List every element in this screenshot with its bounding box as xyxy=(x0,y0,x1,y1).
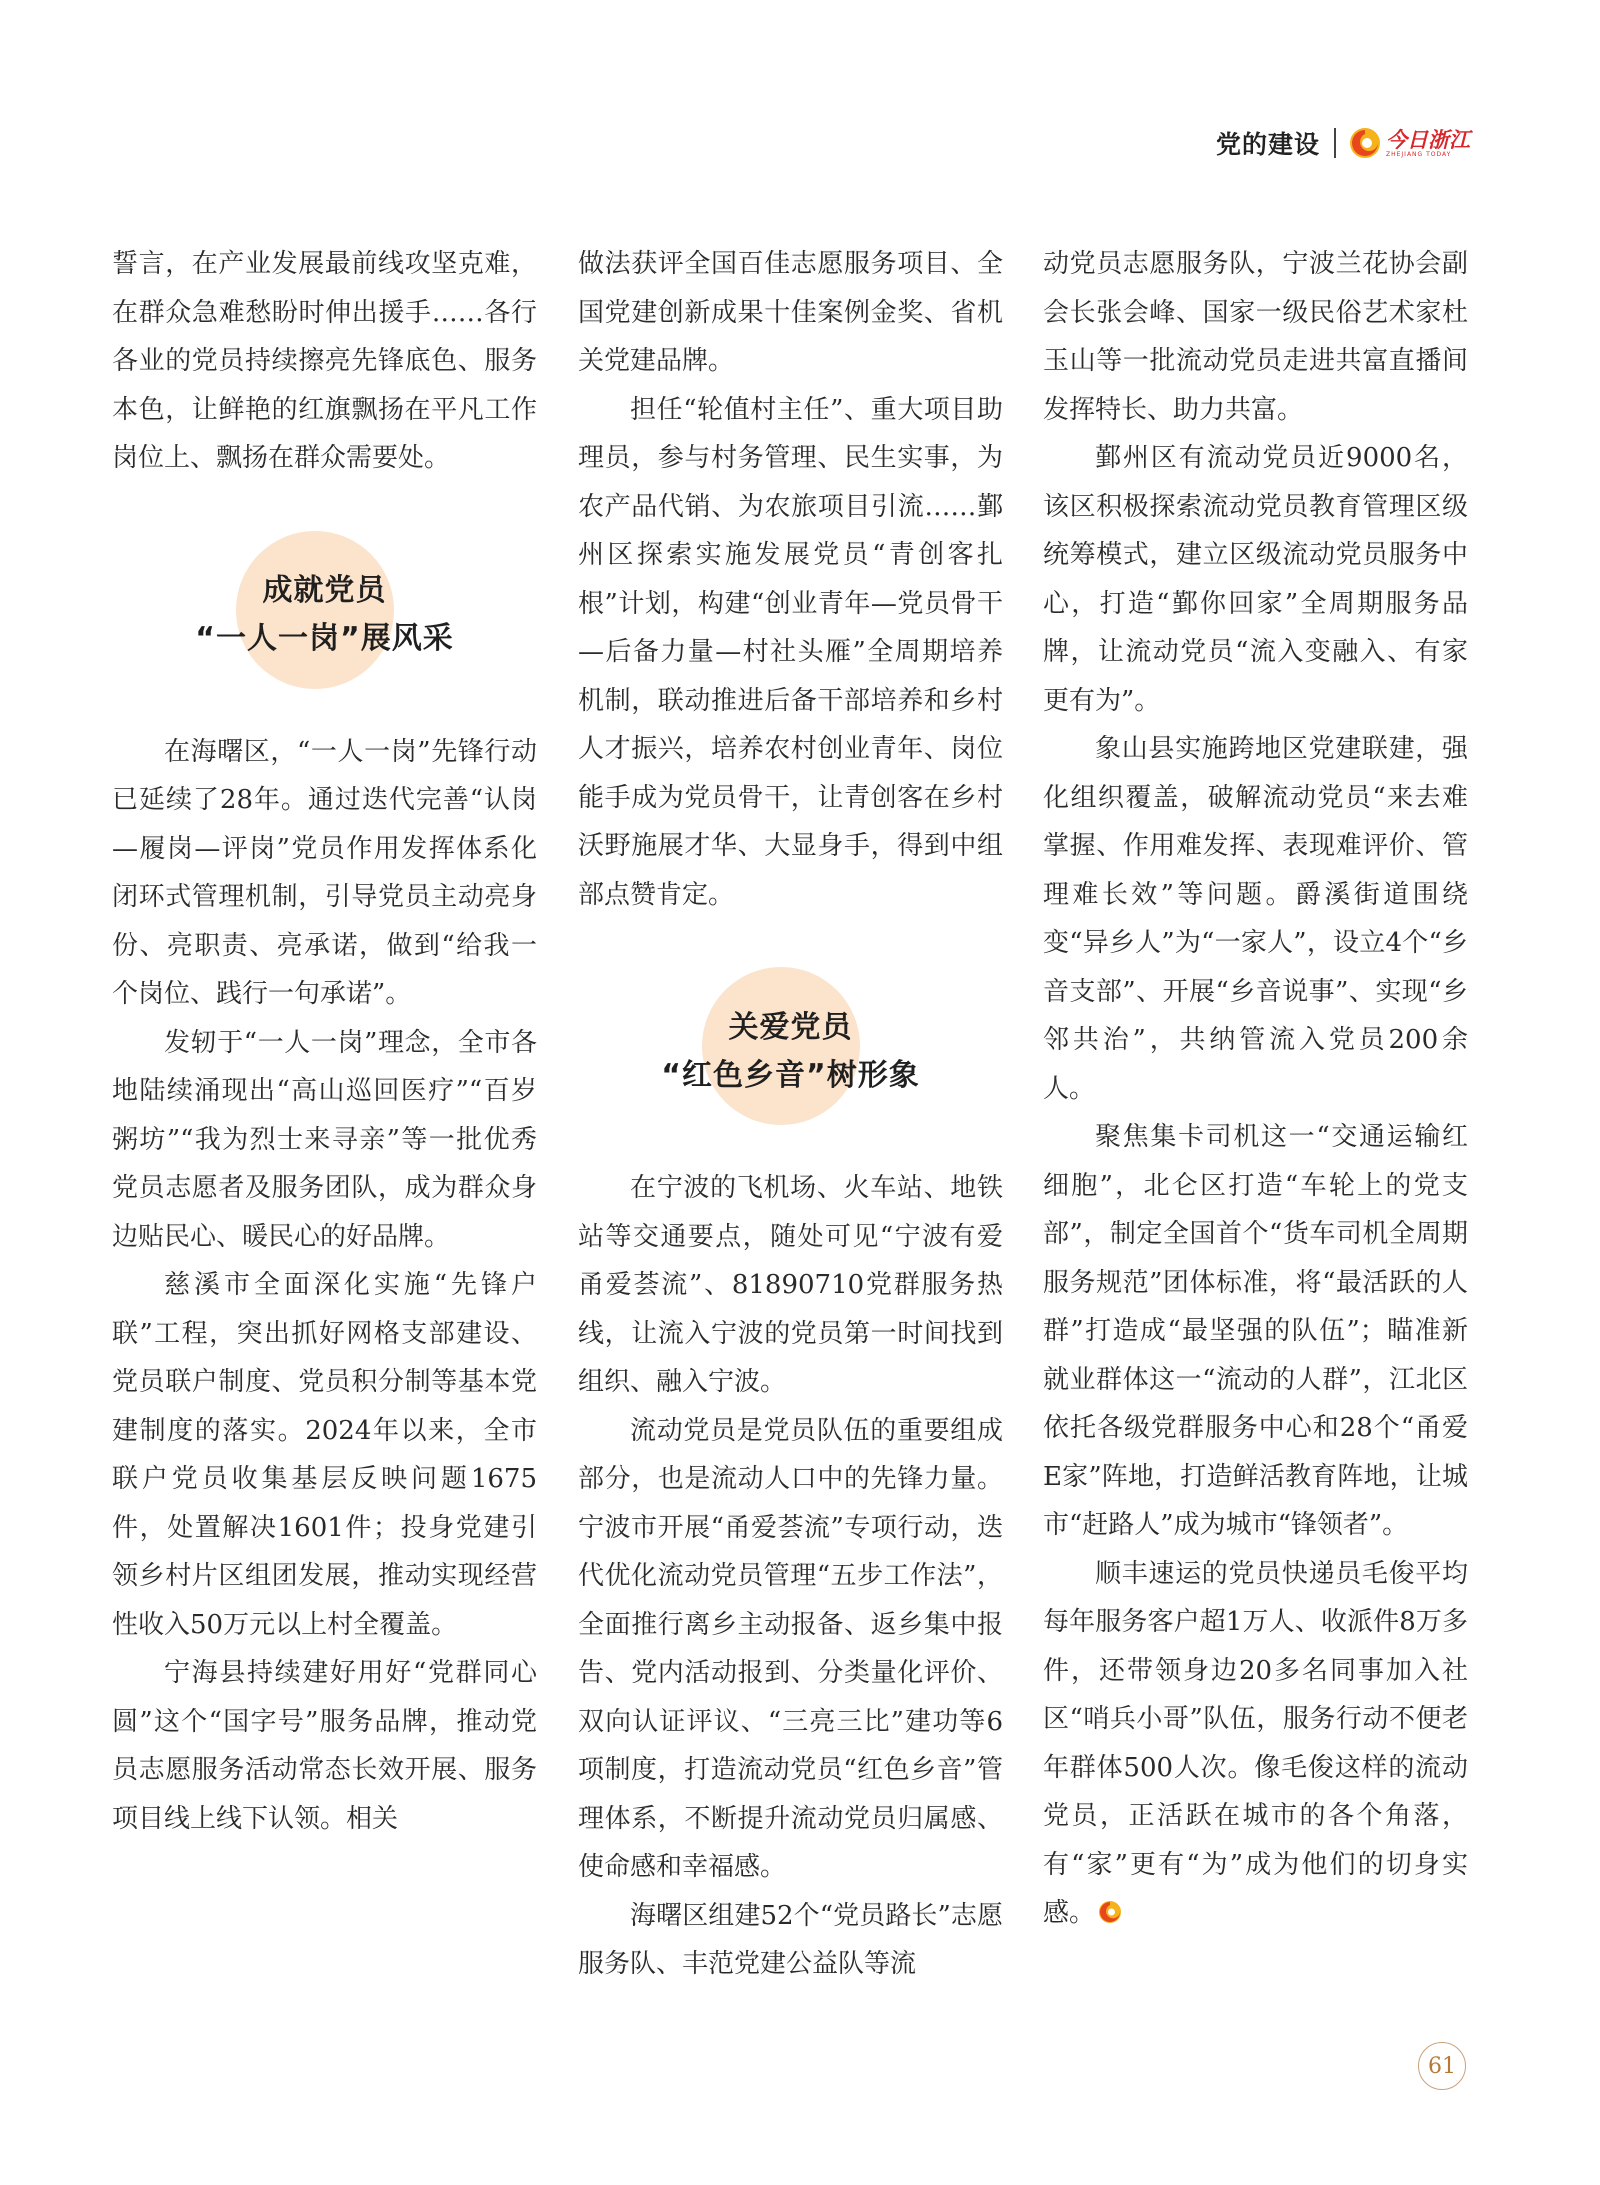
paragraph: 流动党员是党员队伍的重要组成部分，也是流动人口中的先锋力量。宁波市开展“甬爱荟流”专项行动，迭代优化流动党员管理“五步工作法”，全面推行离乡主动报备、返乡集中报告、党内活动报到、分类量化评价、双向认证评议、“三亮三比”建功等6项制度，打造流动党员“红色乡音”管理体系，不断提升流动党员归属感、使命感和幸福感。 xyxy=(578,1415,1003,1882)
section-heading-1 xyxy=(112,503,537,728)
paragraph xyxy=(1043,1550,1468,1938)
article-end-logo-icon xyxy=(1097,1899,1123,1925)
logo-swirl-icon xyxy=(1348,126,1382,160)
column-2 xyxy=(578,240,1003,1989)
logo-english: ZHEJIANG TODAY xyxy=(1386,150,1452,158)
paragraph-text: 顺丰速运的党员快递员毛俊平均每年服务客户超1万人、收派件8万多件，还带领身边20多名同事加入社区“哨兵小哥”队伍，服务行动不便老年群体500人次。像毛俊这样的流动党员，正活跃在城市的各个角落，有“家”更有“为”成为他们的切身实感。 xyxy=(1043,1558,1468,1928)
column-1 xyxy=(112,240,537,1843)
paragraph: 动党员志愿服务队，宁波兰花协会副会长张会峰、国家一级民俗艺术家杜玉山等一批流动党员走进共富直播间发挥特长、助力共富。 xyxy=(1043,249,1468,425)
section-name: 党的建设 xyxy=(1215,130,1320,159)
page-header xyxy=(1216,120,1470,166)
paragraph: 在宁波的飞机场、火车站、地铁站等交通要点，随处可见“宁波有爱 甬爱荟流”、81890710党群服务热线，让流入宁波的党员第一时间找到组织、融入宁波。 xyxy=(578,1173,1003,1397)
section-heading-2 xyxy=(578,939,1003,1164)
logo-text xyxy=(1386,126,1470,158)
paragraph: 在海曙区，“一人一岗”先锋行动已延续了28年。通过迭代完善“认岗—履岗—评岗”党员作用发挥体系化闭环式管理机制，引导党员主动亮身份、亮职责、亮承诺，做到“给我一个岗位、践行一句承诺”。 xyxy=(112,736,537,1009)
magazine-logo xyxy=(1348,126,1470,160)
heading-line-2: “一人一岗”展风采 xyxy=(195,621,454,656)
logo-chinese: 今日浙江 xyxy=(1386,126,1470,152)
heading-line-1: 成就党员 xyxy=(262,573,387,608)
paragraph: 聚焦集卡司机这一“交通运输红细胞”，北仑区打造“车轮上的党支部”，制定全国首个“货车司机全周期服务规范”团体标准，将“最活跃的人群”打造成“最坚强的队伍”；瞄准新就业群体这一“流动的人群”，江北区依托各级党群服务中心和28个“甬爱E家”阵地，打造鲜活教育阵地，让城市“赶路人”成为城市“锋领者”。 xyxy=(1043,1122,1468,1540)
heading-line-1: 关爱党员 xyxy=(728,1009,853,1045)
heading-line-2: “红色乡音”树形象 xyxy=(661,1057,920,1093)
paragraph: 象山县实施跨地区党建联建，强化组织覆盖，破解流动党员“来去难掌握、作用难发挥、表现难评价、管理难长效”等问题。爵溪街道围绕变“异乡人”为“一家人”，设立4个“乡音支部”、开展“乡音说事”、实现“乡邻共治”，共纳管流入党员200余人。 xyxy=(1043,734,1468,1104)
paragraph: 做法获评全国百佳志愿服务项目、全国党建创新成果十佳案例金奖、省机关党建品牌。 xyxy=(578,249,1003,376)
paragraph: 鄞州区有流动党员近9000名，该区积极探索流动党员教育管理区级统筹模式，建立区级流动党员服务中心，打造“鄞你回家”全周期服务品牌，让流动党员“流入变融入、有家更有为”。 xyxy=(1043,443,1468,716)
paragraph: 发轫于“一人一岗”理念，全市各地陆续涌现出“高山巡回医疗”“百岁粥坊”“我为烈士来寻亲”等一批优秀党员志愿者及服务团队，成为群众身边贴民心、暖民心的好品牌。 xyxy=(112,1027,537,1252)
paragraph: 宁海县持续建好用好“党群同心圆”这个“国字号”服务品牌，推动党员志愿服务活动常态长效开展、服务项目线上线下认领。相关 xyxy=(112,1658,537,1834)
paragraph: 慈溪市全面深化实施“先锋户联”工程，突出抓好网格支部建设、党员联户制度、党员积分制等基本党建制度的落实。2024年以来，全市联户党员收集基层反映问题1675件，处置解决1601件；投身党建引领乡村片区组团发展，推动实现经营性收入50万元以上村全覆盖。 xyxy=(112,1270,537,1640)
column-3 xyxy=(1043,240,1468,1938)
page-number: 61 xyxy=(1418,2042,1466,2090)
paragraph: 海曙区组建52个“党员路长”志愿服务队、丰范党建公益队等流 xyxy=(578,1900,1003,1979)
paragraph: 担任“轮值村主任”、重大项目助理员，参与村务管理、民生实事，为农产品代销、为农旅项目引流……鄞州区探索实施发展党员“青创客扎根”计划，构建“创业青年—党员骨干—后备力量—村社头雁”全周期培养机制，联动推进后备干部培养和乡村人才振兴，培养农村创业青年、岗位能手成为党员骨干，让青创客在乡村沃野施展才华、大显身手，得到中组部点赞肯定。 xyxy=(578,394,1003,910)
header-divider xyxy=(1334,128,1336,158)
paragraph: 誓言，在产业发展最前线攻坚克难，在群众急难愁盼时伸出援手……各行各业的党员持续擦亮先锋底色、服务本色，让鲜艳的红旗飘扬在平凡工作岗位上、飘扬在群众需要处。 xyxy=(112,249,537,473)
